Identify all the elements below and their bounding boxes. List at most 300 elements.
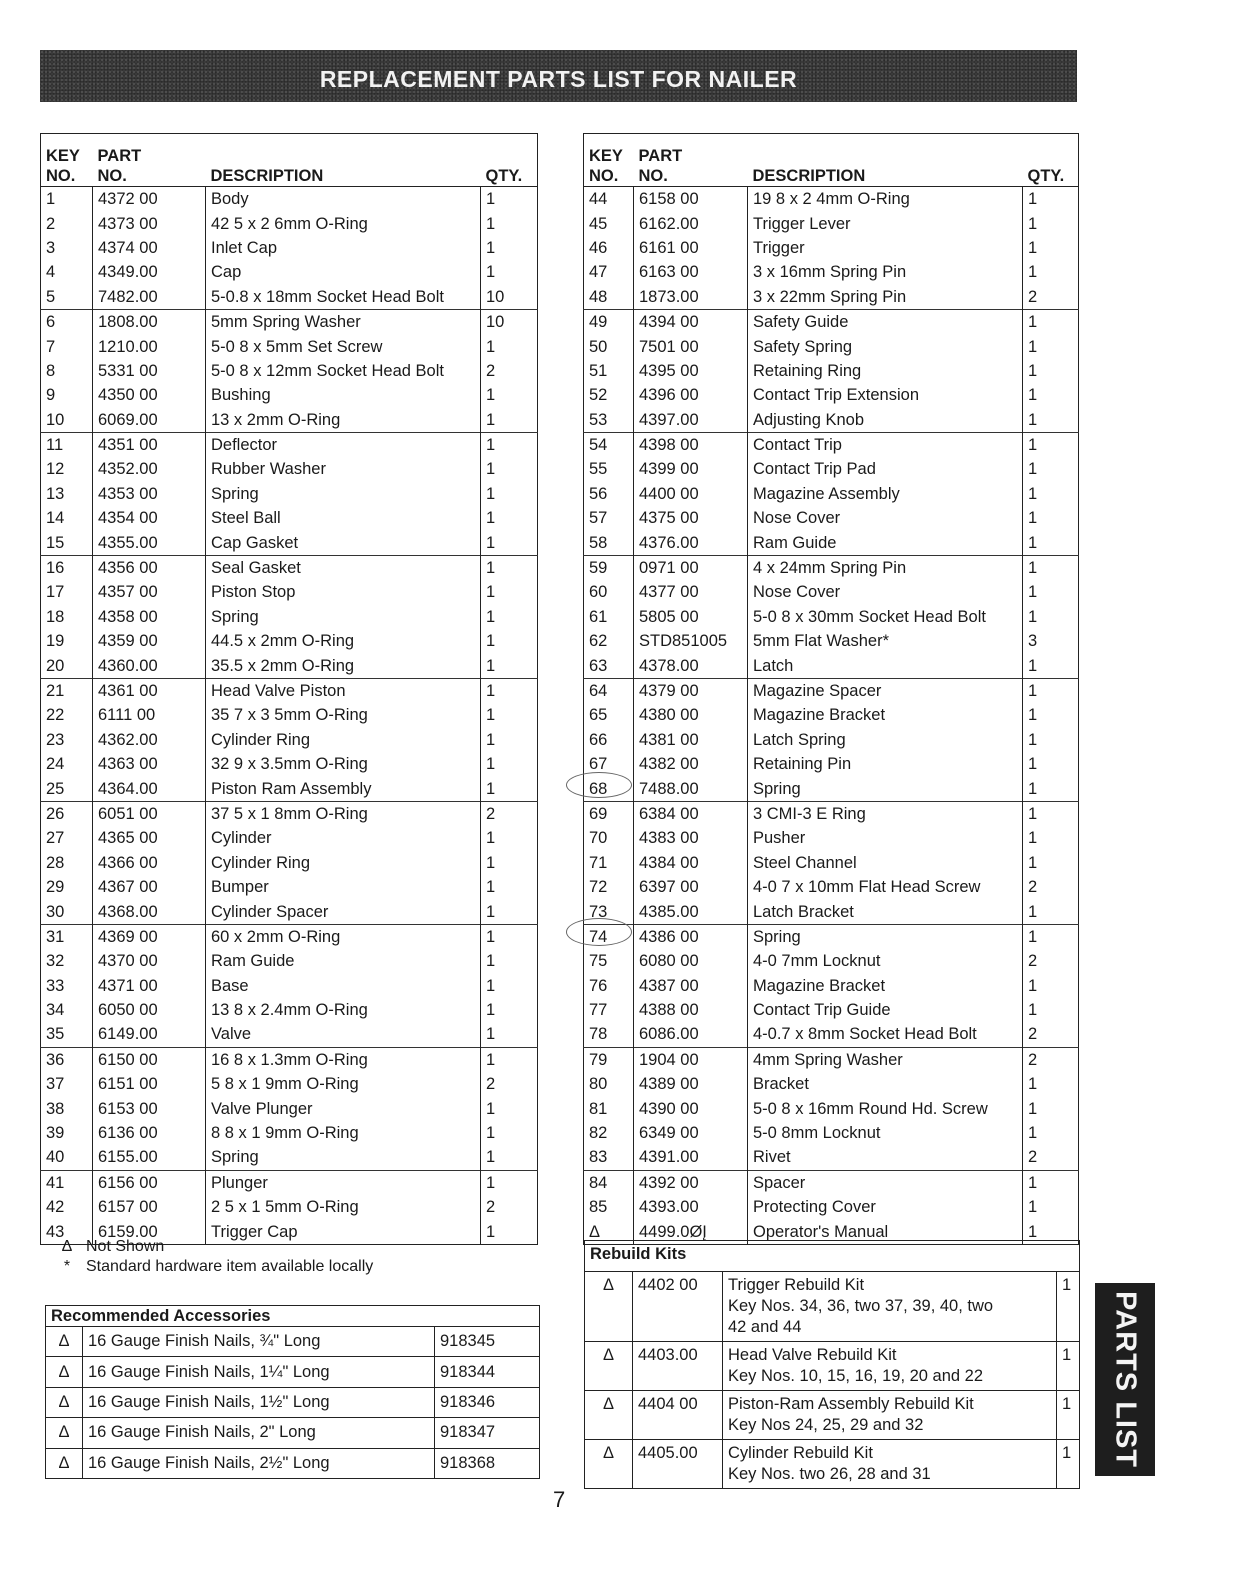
key-number: 50 <box>589 337 608 356</box>
part-description: Nose Cover <box>748 506 1023 530</box>
part-description: 5-0 8 x 5mm Set Screw <box>206 334 481 358</box>
table-row <box>584 432 1079 457</box>
part-description: 5-0 8 x 30mm Socket Head Bolt <box>748 605 1023 629</box>
key-number: 2 <box>46 214 56 233</box>
part-number: 4384 00 <box>634 851 748 875</box>
accessory-number: 918347 <box>435 1418 540 1448</box>
part-number: 4367 00 <box>93 875 206 899</box>
part-number: 4394 00 <box>634 309 748 334</box>
part-number: 6111 00 <box>93 703 206 727</box>
part-number: 6162.00 <box>634 211 748 235</box>
part-quantity: 2 <box>1023 949 1079 973</box>
part-description: Latch Bracket <box>748 899 1023 924</box>
part-description: 5-0 8mm Locknut <box>748 1121 1023 1145</box>
table-row <box>584 703 1079 727</box>
part-quantity: 1 <box>1023 826 1079 850</box>
table-header-row <box>584 134 1079 187</box>
key-number: 40 <box>46 1148 65 1167</box>
table-row <box>41 211 538 235</box>
key-number: 31 <box>41 924 93 949</box>
table-row <box>41 629 538 653</box>
table-row <box>584 1145 1079 1170</box>
key-number: 28 <box>46 853 65 872</box>
part-quantity: 1 <box>1023 506 1079 530</box>
table-row <box>41 187 538 212</box>
part-description: Rubber Washer <box>206 457 481 481</box>
part-description: Ram Guide <box>206 949 481 973</box>
page-number: 7 <box>553 1487 566 1512</box>
kit-name: Trigger Rebuild Kit <box>728 1276 865 1294</box>
recommended-accessories-table <box>45 1305 540 1479</box>
part-quantity: 1 <box>481 728 538 752</box>
table-row <box>41 1145 538 1170</box>
accessories-title: Recommended Accessories <box>46 1306 540 1327</box>
part-quantity: 2 <box>1023 285 1079 310</box>
part-quantity: 2 <box>1023 1022 1079 1047</box>
part-quantity: 1 <box>481 605 538 629</box>
part-description: Piston Stop <box>206 580 481 604</box>
part-number: 4356 00 <box>93 555 206 580</box>
part-description: Latch Spring <box>748 728 1023 752</box>
key-number: 56 <box>589 484 608 503</box>
part-quantity: 2 <box>481 359 538 383</box>
part-number: 4377 00 <box>634 580 748 604</box>
parts-list-left <box>41 187 538 1245</box>
key-number: 14 <box>46 509 65 528</box>
part-number: 4382 00 <box>634 752 748 776</box>
kit-part-number: 4402 00 <box>633 1272 723 1342</box>
table-row <box>584 408 1079 433</box>
table-row <box>584 851 1079 875</box>
parts-table-right <box>583 133 1079 1245</box>
not-shown-symbol: Δ <box>585 1272 633 1342</box>
part-description: Safety Spring <box>748 334 1023 358</box>
accessory-description: 16 Gauge Finish Nails, 1½" Long <box>83 1387 435 1417</box>
key-number: 75 <box>589 952 608 971</box>
table-row <box>584 211 1079 235</box>
part-description: Trigger Lever <box>748 211 1023 235</box>
table-row <box>584 998 1079 1022</box>
part-description: Bumper <box>206 875 481 899</box>
key-number: 61 <box>589 607 608 626</box>
part-number: 4372 00 <box>93 187 206 212</box>
part-quantity: 1 <box>481 703 538 727</box>
accessories-header <box>46 1306 540 1327</box>
kit-description <box>723 1272 1057 1342</box>
table-row <box>584 1047 1079 1072</box>
part-quantity: 1 <box>481 851 538 875</box>
part-quantity: 1 <box>481 678 538 703</box>
part-description: Retaining Ring <box>748 359 1023 383</box>
hand-drawn-circle <box>566 772 632 798</box>
part-number: 6397 00 <box>634 875 748 899</box>
key-number: 85 <box>589 1198 608 1217</box>
table-row <box>584 875 1079 899</box>
not-shown-symbol: Δ <box>585 1440 633 1489</box>
rebuild-kits-list <box>585 1272 1080 1489</box>
part-description: Spring <box>748 924 1023 949</box>
part-quantity: 1 <box>1023 974 1079 998</box>
part-quantity: 10 <box>481 285 538 310</box>
part-number: 1904 00 <box>634 1047 748 1072</box>
part-number: 4366 00 <box>93 851 206 875</box>
part-description: 2 5 x 1 5mm O-Ring <box>206 1195 481 1219</box>
table-row <box>41 408 538 433</box>
accessory-row <box>46 1418 540 1448</box>
part-number: 4389 00 <box>634 1072 748 1096</box>
part-description: Seal Gasket <box>206 555 481 580</box>
hand-drawn-circle <box>566 918 632 946</box>
part-number: 4371 00 <box>93 974 206 998</box>
table-row <box>41 678 538 703</box>
table-row <box>584 260 1079 284</box>
part-number: 4350 00 <box>93 383 206 407</box>
part-quantity: 1 <box>1023 851 1079 875</box>
part-quantity: 1 <box>481 1096 538 1120</box>
part-description: Plunger <box>206 1170 481 1195</box>
part-number: 4388 00 <box>634 998 748 1022</box>
part-quantity: 1 <box>481 236 538 260</box>
not-shown-symbol: Δ <box>46 1357 83 1387</box>
table-row <box>584 653 1079 678</box>
key-number: 20 <box>46 656 65 675</box>
part-number: 4369 00 <box>93 924 206 949</box>
kit-description <box>723 1391 1057 1440</box>
part-description: Latch <box>748 653 1023 678</box>
key-number: 78 <box>589 1025 608 1044</box>
part-number: 4370 00 <box>93 949 206 973</box>
part-number: 4362.00 <box>93 728 206 752</box>
part-description: 19 8 x 2 4mm O-Ring <box>748 187 1023 212</box>
part-description: Bracket <box>748 1072 1023 1096</box>
part-number: 4363 00 <box>93 752 206 776</box>
table-row <box>584 776 1079 801</box>
key-number: 70 <box>589 829 608 848</box>
key-number: 84 <box>584 1170 634 1195</box>
kit-part-number: 4404 00 <box>633 1391 723 1440</box>
part-number: 4398 00 <box>634 432 748 457</box>
part-number: 4379 00 <box>634 678 748 703</box>
part-number: 7482.00 <box>93 285 206 310</box>
table-row <box>41 432 538 457</box>
part-quantity: 2 <box>1023 875 1079 899</box>
part-quantity: 1 <box>481 408 538 433</box>
key-number: 51 <box>589 361 608 380</box>
part-description: 35 7 x 3 5mm O-Ring <box>206 703 481 727</box>
part-quantity: 1 <box>481 1121 538 1145</box>
kit-quantity: 1 <box>1057 1342 1080 1391</box>
table-row <box>41 1096 538 1120</box>
part-number: 4358 00 <box>93 605 206 629</box>
part-description: Spring <box>206 482 481 506</box>
part-quantity: 10 <box>481 309 538 334</box>
part-description: Retaining Pin <box>748 752 1023 776</box>
part-number: 4355.00 <box>93 530 206 555</box>
table-row <box>584 949 1079 973</box>
part-number: 4375 00 <box>634 506 748 530</box>
key-number: 24 <box>46 755 65 774</box>
page-title: REPLACEMENT PARTS LIST FOR NAILER <box>319 65 798 92</box>
part-description: Cylinder Ring <box>206 728 481 752</box>
key-number: Δ <box>589 1222 601 1241</box>
key-number: 18 <box>46 607 65 626</box>
accessory-description: 16 Gauge Finish Nails, 2½" Long <box>83 1448 435 1478</box>
key-number: 34 <box>46 1001 65 1020</box>
key-number: 15 <box>46 533 65 552</box>
part-number: 4361 00 <box>93 678 206 703</box>
accessory-number: 918345 <box>435 1327 540 1357</box>
part-quantity: 1 <box>1023 187 1079 212</box>
rebuild-kits-table <box>584 1240 1080 1489</box>
part-description: Operator's Manual <box>748 1219 1023 1244</box>
part-number: 1210.00 <box>93 334 206 358</box>
part-quantity: 1 <box>481 432 538 457</box>
part-description: 3 CMI-3 E Ring <box>748 801 1023 826</box>
table-row <box>41 1170 538 1195</box>
part-description: 5-0 8 x 16mm Round Hd. Screw <box>748 1096 1023 1120</box>
part-quantity: 1 <box>481 899 538 924</box>
table-row <box>41 383 538 407</box>
part-quantity: 1 <box>481 653 538 678</box>
part-description: Body <box>206 187 481 212</box>
part-quantity: 2 <box>481 1072 538 1096</box>
header-part: PART NO. <box>93 134 206 187</box>
part-quantity: 1 <box>1023 482 1079 506</box>
part-number: 6155.00 <box>93 1145 206 1170</box>
part-number: 4393.00 <box>634 1195 748 1219</box>
part-description: Base <box>206 974 481 998</box>
part-quantity: 1 <box>1023 1170 1079 1195</box>
table-row <box>584 457 1079 481</box>
table-row <box>41 801 538 826</box>
key-number: 8 <box>46 361 56 380</box>
header-key: KEY NO. <box>584 134 634 187</box>
part-number: 6384 00 <box>634 801 748 826</box>
part-quantity: 1 <box>1023 309 1079 334</box>
part-number: 4395 00 <box>634 359 748 383</box>
legend-not-shown: Δ Not Shown <box>61 1238 165 1255</box>
part-description: 3 x 16mm Spring Pin <box>748 260 1023 284</box>
part-description: Nose Cover <box>748 580 1023 604</box>
part-quantity: 2 <box>481 801 538 826</box>
key-number: 26 <box>41 801 93 826</box>
part-number: 0971 00 <box>634 555 748 580</box>
key-number: 37 <box>46 1075 65 1094</box>
part-number: 4365 00 <box>93 826 206 850</box>
part-number: 4390 00 <box>634 1096 748 1120</box>
part-quantity: 1 <box>1023 211 1079 235</box>
part-description: 4mm Spring Washer <box>748 1047 1023 1072</box>
key-number: 68 <box>589 779 608 798</box>
kit-name: Head Valve Rebuild Kit <box>728 1346 897 1364</box>
kit-quantity: 1 <box>1057 1272 1080 1342</box>
part-number: 4392 00 <box>634 1170 748 1195</box>
table-row <box>584 236 1079 260</box>
part-description: Cylinder Ring <box>206 851 481 875</box>
key-number: 54 <box>584 432 634 457</box>
part-number: 6349 00 <box>634 1121 748 1145</box>
table-row <box>584 974 1079 998</box>
accessory-description: 16 Gauge Finish Nails, ¾" Long <box>83 1327 435 1357</box>
parts-list-side-tab: PARTS LIST <box>1095 1283 1155 1476</box>
part-quantity: 1 <box>1023 801 1079 826</box>
table-row <box>584 383 1079 407</box>
part-description: Safety Guide <box>748 309 1023 334</box>
part-description: 5mm Spring Washer <box>206 309 481 334</box>
part-description: Contact Trip Extension <box>748 383 1023 407</box>
part-description: Trigger Cap <box>206 1219 481 1244</box>
key-number: 69 <box>584 801 634 826</box>
kit-description <box>723 1440 1057 1489</box>
part-quantity: 2 <box>481 1195 538 1219</box>
part-quantity: 1 <box>481 1022 538 1047</box>
part-quantity: 1 <box>1023 752 1079 776</box>
key-number: 77 <box>589 1001 608 1020</box>
part-quantity: 1 <box>1023 1096 1079 1120</box>
key-number: 12 <box>46 460 65 479</box>
table-row <box>41 605 538 629</box>
key-number: 59 <box>584 555 634 580</box>
accessory-row <box>46 1327 540 1357</box>
part-description: 44.5 x 2mm O-Ring <box>206 629 481 653</box>
part-quantity: 1 <box>481 776 538 801</box>
key-number: 35 <box>46 1025 65 1044</box>
kit-part-number: 4405.00 <box>633 1440 723 1489</box>
part-description: Cylinder <box>206 826 481 850</box>
part-number: 4373 00 <box>93 211 206 235</box>
part-quantity: 1 <box>481 383 538 407</box>
table-row <box>584 530 1079 555</box>
rebuild-kits-header <box>585 1241 1080 1272</box>
part-number: 4349.00 <box>93 260 206 284</box>
parts-list-right <box>584 187 1079 1245</box>
title-banner <box>40 50 1077 102</box>
part-description: Protecting Cover <box>748 1195 1023 1219</box>
part-number: 5331 00 <box>93 359 206 383</box>
part-number: 4381 00 <box>634 728 748 752</box>
kit-quantity: 1 <box>1057 1440 1080 1489</box>
part-number: 4386 00 <box>634 924 748 949</box>
header-part: PART NO. <box>634 134 748 187</box>
key-number: 33 <box>46 976 65 995</box>
part-number: 6080 00 <box>634 949 748 973</box>
key-number: 46 <box>589 238 608 257</box>
key-number: 22 <box>46 706 65 725</box>
table-row <box>584 506 1079 530</box>
key-number: 11 <box>41 432 93 457</box>
part-description: Valve Plunger <box>206 1096 481 1120</box>
key-number: 76 <box>589 976 608 995</box>
part-description: Cylinder Spacer <box>206 899 481 924</box>
table-row <box>584 826 1079 850</box>
kit-name: Cylinder Rebuild Kit <box>728 1444 873 1462</box>
table-row <box>41 482 538 506</box>
part-quantity: 1 <box>481 457 538 481</box>
kit-description <box>723 1342 1057 1391</box>
part-description: Adjusting Knob <box>748 408 1023 433</box>
part-number: 4380 00 <box>634 703 748 727</box>
table-row <box>584 728 1079 752</box>
part-number: 6157 00 <box>93 1195 206 1219</box>
part-description: 37 5 x 1 8mm O-Ring <box>206 801 481 826</box>
table-row <box>41 776 538 801</box>
part-description: 5-0.8 x 18mm Socket Head Bolt <box>206 285 481 310</box>
rebuild-kits-title: Rebuild Kits <box>585 1241 1080 1272</box>
part-quantity: 1 <box>1023 653 1079 678</box>
part-description: Steel Channel <box>748 851 1023 875</box>
not-shown-symbol: Δ <box>585 1342 633 1391</box>
part-description: Magazine Spacer <box>748 678 1023 703</box>
part-number: 4368.00 <box>93 899 206 924</box>
key-number: 25 <box>46 779 65 798</box>
part-number: 6163 00 <box>634 260 748 284</box>
header-qty: QTY. <box>481 134 538 187</box>
key-number: 17 <box>46 583 65 602</box>
part-quantity: 1 <box>481 752 538 776</box>
header-key: KEY NO. <box>41 134 93 187</box>
part-quantity: 1 <box>481 334 538 358</box>
key-number: 9 <box>46 386 56 405</box>
part-number: 1808.00 <box>93 309 206 334</box>
table-row <box>41 949 538 973</box>
part-number: 6161 00 <box>634 236 748 260</box>
table-row <box>584 285 1079 310</box>
part-description: Spring <box>748 776 1023 801</box>
part-description: Spring <box>206 605 481 629</box>
part-description: Magazine Bracket <box>748 974 1023 998</box>
key-number: 80 <box>589 1075 608 1094</box>
not-shown-symbol: Δ <box>46 1448 83 1478</box>
part-description: Valve <box>206 1022 481 1047</box>
part-quantity: 1 <box>481 482 538 506</box>
part-quantity: 1 <box>481 826 538 850</box>
part-description: 13 x 2mm O-Ring <box>206 408 481 433</box>
part-description: 4-0 7 x 10mm Flat Head Screw <box>748 875 1023 899</box>
part-description: 4-0 7mm Locknut <box>748 949 1023 973</box>
not-shown-symbol: Δ <box>46 1387 83 1417</box>
part-description: Pusher <box>748 826 1023 850</box>
part-description: Steel Ball <box>206 506 481 530</box>
key-number: 10 <box>46 410 65 429</box>
key-number: 72 <box>589 878 608 897</box>
table-row <box>41 653 538 678</box>
part-quantity: 1 <box>1023 728 1079 752</box>
table-row <box>41 924 538 949</box>
key-number: 49 <box>584 309 634 334</box>
table-row <box>584 334 1079 358</box>
part-description: Deflector <box>206 432 481 457</box>
part-quantity: 1 <box>481 260 538 284</box>
kit-quantity: 1 <box>1057 1391 1080 1440</box>
part-number: 4351 00 <box>93 432 206 457</box>
part-description: Inlet Cap <box>206 236 481 260</box>
key-number: 41 <box>41 1170 93 1195</box>
table-row <box>584 187 1079 212</box>
part-number: 4357 00 <box>93 580 206 604</box>
part-quantity: 1 <box>481 1170 538 1195</box>
key-number: 66 <box>589 730 608 749</box>
part-number: 4499.0ØĮ <box>634 1219 748 1244</box>
table-row <box>41 260 538 284</box>
part-description: Ram Guide <box>748 530 1023 555</box>
key-number: 79 <box>584 1047 634 1072</box>
table-row <box>41 236 538 260</box>
part-number: 4378.00 <box>634 653 748 678</box>
part-quantity: 1 <box>481 580 538 604</box>
table-row <box>584 629 1079 653</box>
part-number: 6051 00 <box>93 801 206 826</box>
table-row <box>41 899 538 924</box>
